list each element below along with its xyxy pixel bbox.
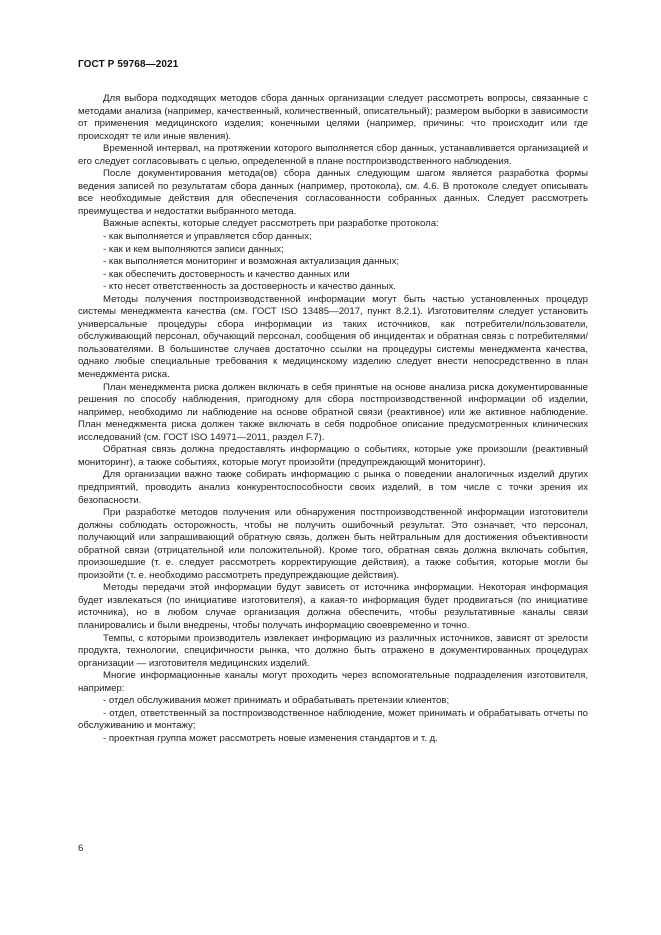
- paragraph: Многие информационные каналы могут проходить через вспомогательные подразделения изготовителя, например:: [78, 670, 588, 694]
- list-item: - кто несет ответственность за достоверность и качество данных.: [103, 281, 396, 293]
- paragraph: План менеджмента риска должен включать в себя принятые на основе анализа риска документированные решения по способу наблюдения, пригодному для сбора постпроизводственной информации об изделии, например, необходимо ли наблюдение на основе обратной связи (реактивное) или же активное наблюдение. План менеджмента риска должен также включать в себя подробное описание предусмотренных клинических исследований (см. ГОСТ ISO 14971—2011, раздел F.7).: [78, 381, 588, 443]
- list-item: - как и кем выполняются записи данных;: [103, 243, 284, 255]
- document-header: ГОСТ Р 59768—2021: [78, 59, 179, 70]
- paragraph: После документирования метода(ов) сбора данных следующим шагом является разработка формы ведения записей по результатам сбора данных (например, протокола), см. 4.6. В протоколе следует описывать все необходимые действия для обеспечения согласованности собранных данных. Следует рассмотреть преимущества и недостатки выбранного метода.: [78, 168, 588, 217]
- list-item: - как обеспечить достоверность и качество данных или: [103, 268, 350, 280]
- list-item: - как выполняется мониторинг и возможная актуализация данных;: [103, 256, 400, 268]
- list-item: - проектная группа может рассмотреть новые изменения стандартов и т. д.: [103, 732, 438, 744]
- paragraph: Для выбора подходящих методов сбора данных организации следует рассмотреть вопросы, связанные с методами анализа (например, качественный, количественный, описательный); размером выборки в зависимости от применения медицинского изделия; конечными целями (например, причины: что происходит или где происходят те или иные явления).: [78, 93, 588, 142]
- list-item: - отдел обслуживания может принимать и обрабатывать претензии клиентов;: [103, 695, 450, 707]
- page-number: 6: [78, 843, 84, 854]
- paragraph: Обратная связь должна предоставлять информацию о событиях, которые уже произошли (реактивный мониторинг), а также событиях, которые могут произойти (предупреждающий мониторинг).: [78, 444, 588, 468]
- paragraph: Временной интервал, на протяжении которого выполняется сбор данных, устанавливается организацией и его следует согласовывать с целью, определенной в плане постпроизводственного наблюдения.: [78, 143, 588, 167]
- paragraph: Методы получения постпроизводственной информации могут быть частью установленных процедур системы менеджмента качества (см. ГОСТ ISO 13485—2017, пункт 8.2.1). Изготовителям следует установить универсальные процедуры сбора информации из таких источников, как потребители/пользователи, обслуживающий персонал, обучающий персонал, сообщения об инцидентах и обратная связь с потребителями/пользователями. В большинстве случаев достаточно ссылки на процедуры системы менеджмента качества, однако любые специальные требования к медицинскому изделию следует внести непосредственно в план менеджмента риска.: [78, 293, 588, 381]
- paragraph: При разработке методов получения или обнаружения постпроизводственной информации изготовители должны соблюдать осторожность, чтобы не получить ошибочный результат. Это означает, что персонал, получающий или запрашивающий обратную связь, должен быть нейтральным для достижения объективности обратной связи (отрицательной или положительной). Кроме того, обратная связь должна включать события, произошедшие (т. е. следует рассмотреть корректирующие действия), а также события, которые могли бы произойти (т. е. необходимо рассмотреть предупреждающие действия).: [78, 507, 588, 581]
- paragraph: Для организации важно также собирать информацию с рынка о поведении аналогичных изделий других предприятий, проводить анализ конкурентоспособности своих изделий, в том числе с точки зрения их безопасности.: [78, 469, 588, 506]
- document-body: [78, 93, 588, 745]
- list-item: - как выполняется и управляется сбор данных;: [103, 231, 312, 243]
- paragraph: Важные аспекты, которые следует рассмотреть при разработке протокола:: [103, 218, 439, 230]
- paragraph: Темпы, с которыми производитель извлекает информацию из различных источников, зависят от зрелости продукта, технологии, специфичности рынка, что должно быть отражено в документированных процедурах организации — изготовителя медицинских изделий.: [78, 632, 588, 669]
- paragraph: Методы передачи этой информации будут зависеть от источника информации. Некоторая информация будет извлекаться (по инициативе изготовителя), а какая-то информация будет продвигаться (по инициативе источника), но в любом случае организация должна обеспечить, чтобы результативные каналы связи планировались и были внедрены, чтобы получать информацию своевременно и точно.: [78, 582, 588, 631]
- list-item: - отдел, ответственный за постпроизводственное наблюдение, может принимать и обрабатывать отчеты по обслуживанию и монтажу;: [78, 707, 588, 732]
